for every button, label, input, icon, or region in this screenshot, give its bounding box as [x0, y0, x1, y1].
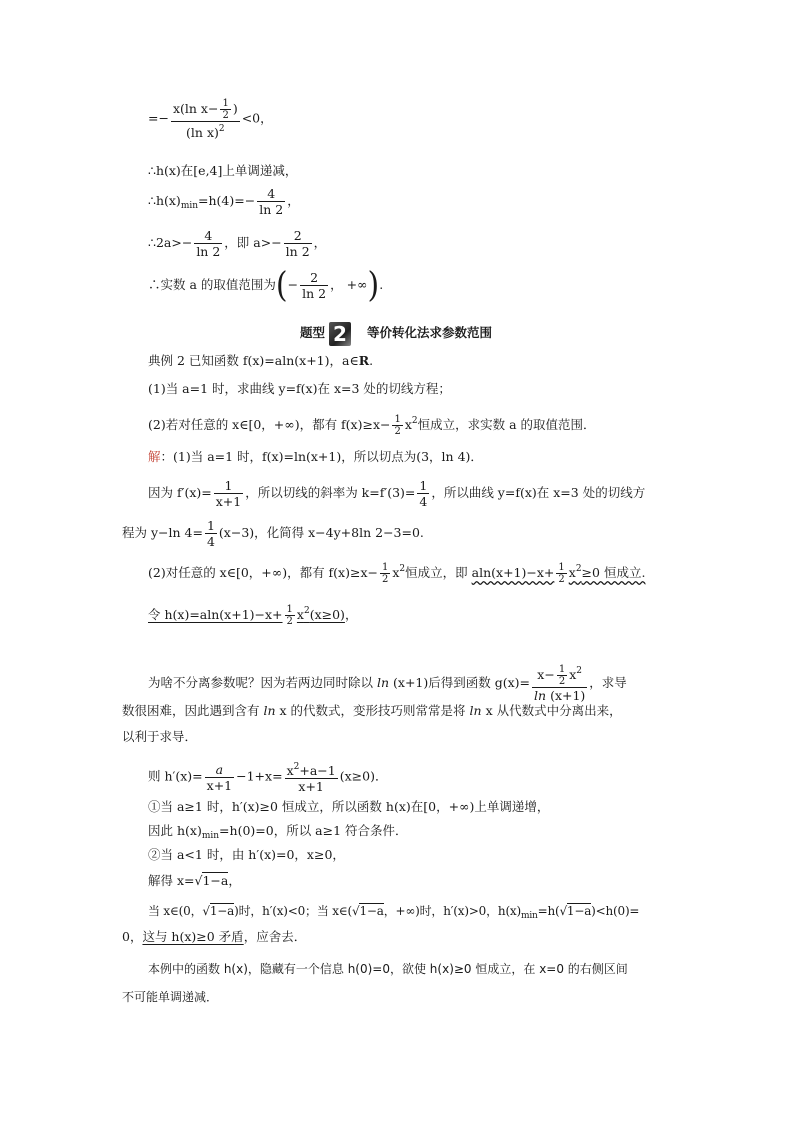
text-segment: )<h(0)=	[591, 904, 640, 918]
denominator: x+1	[215, 494, 242, 509]
formula-line-j	[148, 478, 645, 509]
numerator: 2	[310, 270, 319, 285]
denominator: ln 2	[259, 202, 284, 217]
numerator: 1	[558, 562, 565, 573]
text-segment: .	[369, 353, 374, 368]
denominator: (x+1)	[550, 688, 586, 703]
fraction	[532, 664, 587, 703]
fraction	[205, 518, 217, 549]
superscript: 2	[399, 564, 406, 574]
fraction	[380, 562, 390, 585]
numerator: x−	[537, 667, 555, 682]
text-segment: x	[296, 607, 304, 622]
numerator: 2	[293, 228, 302, 243]
denominator: (ln x)	[186, 125, 219, 140]
text-segment: x	[404, 417, 412, 432]
sqrt-symbol: √	[194, 873, 203, 888]
solution-label: 解	[148, 449, 161, 464]
numerator-end: )	[232, 101, 238, 116]
text-line-g	[148, 380, 451, 398]
underlined-text: 这与 h(x)≥0 矛盾	[142, 929, 244, 944]
text-segment: x 的代数式，变形技巧则常常是将	[275, 703, 470, 718]
text-line-r	[148, 798, 549, 816]
right-paren: )	[367, 264, 380, 306]
text-segment: 令 h(x)=aln(x+1)−x+	[148, 607, 283, 622]
denominator: 2	[558, 574, 565, 585]
text-segment: ①当 a≥1 时，h′(x)≥0 恒成立，所以函数 h(x)在[0，+∞)上单调递增，	[148, 799, 550, 814]
numerator: 1	[394, 414, 401, 425]
text-segment: 程为 y−ln 4=	[122, 525, 203, 540]
text-line-u	[148, 872, 241, 890]
text-segment: 以利于求导．	[122, 729, 198, 744]
text-segment: 恒成立，求实数 a 的取值范围．	[417, 417, 596, 432]
superscript: 2	[411, 416, 418, 426]
numerator: 4	[204, 228, 213, 243]
text-segment: 本例中的函数 h(x)，隐藏有一个信息 h(0)=0，欲使 h(x)≥0 恒成立，在 x=0 的右侧区间	[148, 962, 628, 976]
subscript: min	[180, 201, 199, 211]
radicand: 1−a	[209, 904, 235, 918]
text-line-f	[148, 352, 373, 370]
numerator: x	[569, 667, 577, 682]
sqrt-symbol: √	[559, 904, 567, 918]
text-segment: ，所以切线的斜率为 k=f′(3)=	[245, 485, 416, 500]
text-segment: ，	[344, 607, 358, 622]
text-segment: −1+x=	[236, 768, 283, 784]
text-line-b	[148, 162, 297, 180]
superscript: 2	[575, 564, 582, 574]
real-set-symbol: R	[358, 353, 370, 368]
fraction	[392, 414, 402, 437]
numerator: 4	[267, 186, 276, 201]
radicand: 1−a	[359, 904, 384, 918]
numerator: +a−1	[299, 763, 336, 778]
formula-line-d	[148, 228, 326, 259]
text-segment: 则 h′(x)=	[148, 768, 203, 784]
text-segment: (2)对任意的 x∈[0，+∞)，都有 f(x)≥x−	[148, 565, 378, 580]
fraction	[214, 478, 243, 509]
numerator: x	[286, 763, 294, 778]
text-segment: 为啥不分离参数呢？因为若两边同时除以	[148, 675, 377, 690]
text-segment: x	[392, 565, 400, 580]
text-segment: (x≥0)．	[339, 768, 388, 784]
section-heading	[300, 320, 492, 346]
numerator: 1	[286, 604, 293, 615]
text-segment: aln(x+1)−x+	[471, 565, 555, 580]
text-segment: ln	[376, 675, 390, 690]
fraction	[417, 478, 429, 509]
text-segment: (x+1)后得到函数 g(x)=	[389, 675, 531, 690]
denominator: ln 2	[302, 286, 327, 301]
text-segment: =h(4)=−	[198, 193, 256, 208]
fraction	[556, 562, 566, 585]
numerator: 1	[558, 664, 566, 675]
denominator: ln 2	[196, 244, 221, 259]
text-line-t	[148, 846, 345, 864]
numerator: 1	[419, 478, 428, 493]
fraction	[205, 762, 234, 793]
superscript: 2	[576, 666, 582, 676]
fraction-half	[557, 664, 567, 687]
text-line-y	[122, 988, 218, 1006]
text-segment: 0，	[122, 929, 143, 944]
text-segment: 当 x∈(0，	[148, 904, 203, 918]
superscript: 2	[303, 606, 310, 616]
text-segment: ，	[313, 235, 327, 250]
sqrt-symbol: √	[202, 904, 210, 918]
fraction	[257, 186, 285, 217]
text-segment: ， +∞	[330, 277, 368, 292]
fraction	[171, 98, 240, 140]
text-segment: 典例 2 已知函数 f(x)=aln(x+1)，a∈	[148, 353, 359, 368]
text-line-x	[148, 960, 628, 978]
text-segment: 数很困难，因此遇到含有	[122, 703, 264, 718]
text-segment: 解得 x=	[148, 873, 195, 888]
text-segment: <0，	[241, 110, 273, 126]
text-segment: ∴h(x)	[148, 193, 181, 208]
text-segment: ∴2a>−	[148, 235, 193, 250]
text-segment: =−	[148, 110, 169, 126]
text-segment: x	[568, 565, 576, 580]
text-segment: ，所以曲线 y=f(x)在 x=3 处的切线方	[431, 485, 646, 500]
text-segment: )时，h′(x)<0；当 x∈(	[234, 904, 352, 918]
text-segment: (x−3)，化简得 x−4y+8ln 2−3=0.	[218, 525, 424, 540]
fraction	[285, 604, 295, 627]
formula-line-h	[148, 412, 596, 437]
text-line-v	[148, 902, 639, 925]
subscript: min	[201, 831, 220, 841]
superscript: 2	[218, 124, 225, 134]
denominator: x+1	[285, 778, 338, 794]
text-segment: 因为 f′(x)=	[148, 485, 212, 500]
formula-line-a	[148, 98, 273, 140]
formula-line-c	[148, 186, 300, 217]
fraction	[194, 228, 222, 259]
text-segment: ，	[228, 873, 241, 888]
text-segment: ln	[469, 703, 482, 718]
text-segment: ，+∞)时，h′(x)>0，h(x)	[383, 904, 521, 918]
formula-line-e: ∴实数 a 的取值范围为(− $\frac{2}{\ln 2}$ ， +∞).	[148, 264, 384, 306]
text-segment: =h(	[537, 904, 560, 918]
text-segment: ：(1)当 a=1 时，f(x)=ln(x+1)，所以切点为(3，ln 4)．	[160, 449, 483, 464]
numerator: a	[215, 761, 224, 777]
text-segment: 恒成立，即	[405, 565, 472, 580]
denominator: 2	[381, 574, 389, 585]
formula-line-m	[148, 602, 357, 627]
sqrt-symbol: √	[352, 904, 360, 918]
text-segment: ln	[263, 703, 276, 718]
denominator: 2	[558, 676, 566, 687]
text-segment: x 从代数式中分离出来，	[481, 703, 622, 718]
text-segment: ，应舍去．	[243, 929, 307, 944]
text-segment: (2)若对任意的 x∈[0，+∞)，都有 f(x)≥x−	[148, 417, 391, 432]
text-segment: ，求导	[589, 675, 627, 690]
radicand: 1−a	[202, 873, 229, 888]
fraction	[284, 228, 312, 259]
section-title: 等价转化法求参数范围	[366, 325, 492, 340]
fraction	[300, 270, 328, 301]
section-number-badge: 2	[329, 322, 351, 346]
text-line-p	[122, 728, 197, 746]
text-segment: ，	[287, 193, 300, 208]
text-segment: 不可能单调递减．	[122, 990, 219, 1004]
denominator: 2	[222, 110, 229, 121]
fraction	[285, 760, 338, 794]
numerator: 1	[224, 478, 233, 493]
superscript: 2	[293, 762, 300, 772]
text-line-w	[122, 928, 306, 946]
formula-line-l	[148, 560, 645, 585]
denominator: 4	[419, 494, 428, 509]
text-segment: =h(0)=0，所以 a≥1 符合条件．	[219, 823, 408, 838]
denominator: ln 2	[285, 244, 310, 259]
denominator: ln	[534, 688, 547, 703]
formula-line-k	[122, 518, 424, 549]
text-segment: ≥0 恒成立.	[581, 565, 646, 580]
text-segment: (1)当 a=1 时，求曲线 y=f(x)在 x=3 处的切线方程；	[148, 381, 451, 396]
formula-line-q	[148, 760, 387, 794]
text-segment: ∴实数 a 的取值范围为	[148, 277, 276, 292]
denominator: 2	[286, 616, 293, 627]
section-prefix: 题型	[300, 325, 326, 340]
numerator: 1	[381, 562, 389, 573]
subscript: min	[520, 911, 538, 921]
denominator: 4	[206, 534, 215, 549]
text-line-o	[122, 702, 622, 720]
denominator: 2	[394, 426, 401, 437]
formula-line-n	[148, 664, 627, 703]
text-segment: ∴h(x)在[e,4]上单调递减，	[148, 163, 298, 178]
denominator: x+1	[206, 777, 233, 793]
text-line-i	[148, 448, 483, 466]
numerator: 1	[222, 98, 229, 109]
text-segment: ，即 a>−	[224, 235, 282, 250]
numerator: 1	[206, 518, 215, 533]
text-segment: ②当 a<1 时，由 h′(x)=0，x≥0，	[148, 847, 345, 862]
left-paren: (	[275, 264, 288, 306]
fraction-half	[220, 98, 230, 121]
text-line-s	[148, 822, 408, 845]
numerator: x(ln x−	[172, 101, 219, 116]
radicand: 1−a	[566, 904, 592, 918]
text-segment: 因此 h(x)	[148, 823, 202, 838]
text-segment: (x≥0)	[309, 607, 345, 622]
